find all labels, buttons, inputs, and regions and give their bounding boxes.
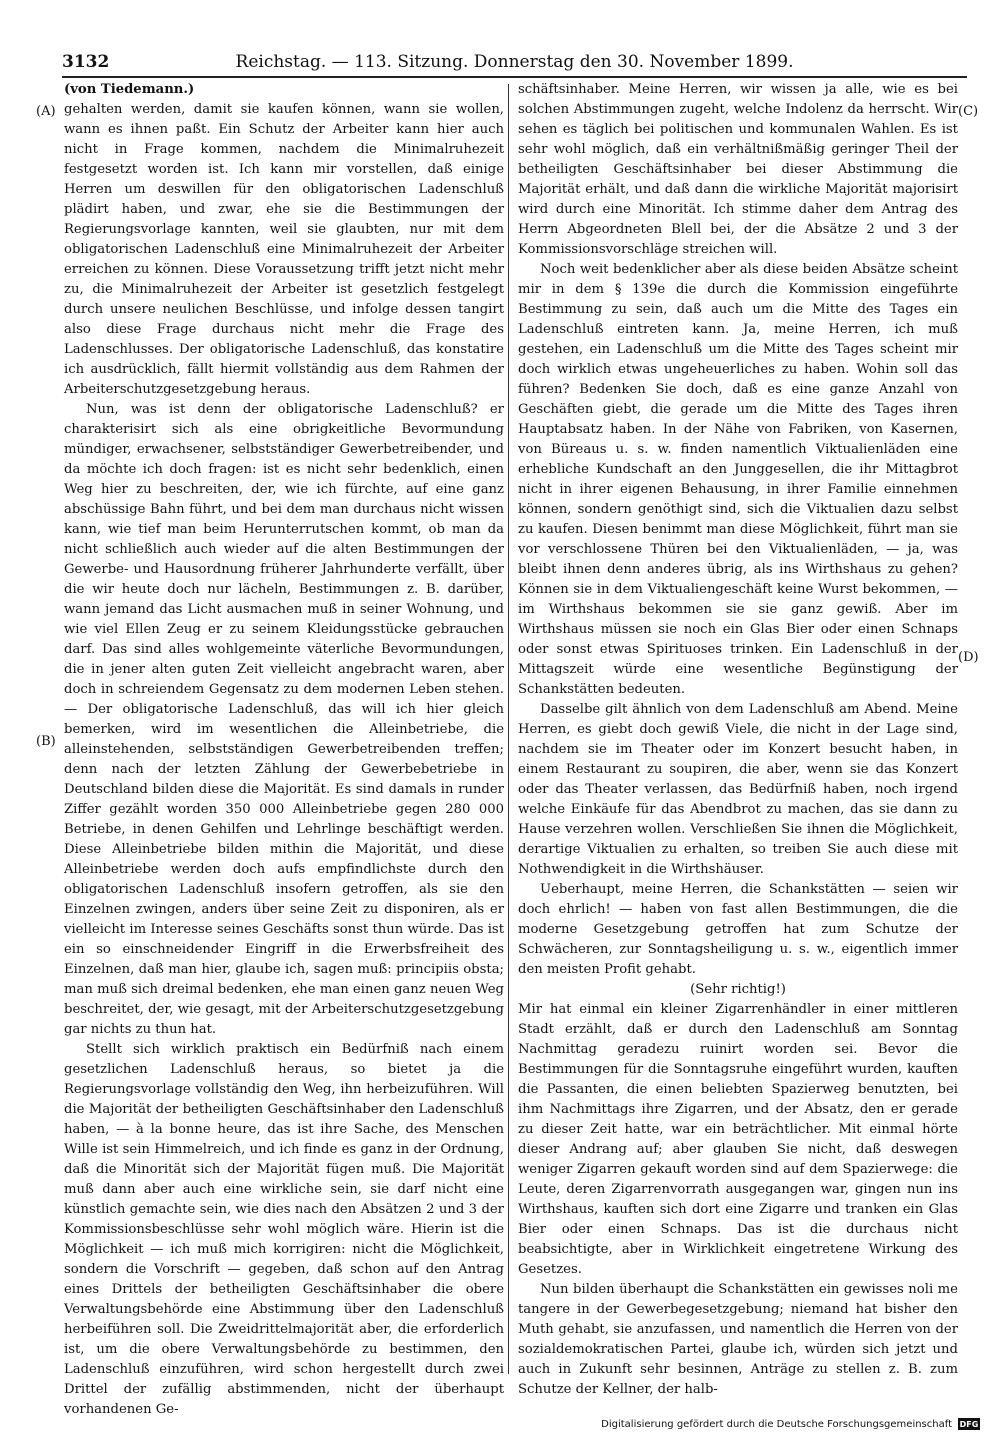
page-title: Reichstag. — 113. Sitzung. Donnerstag den 30. November 1899. xyxy=(235,52,794,72)
margin-marker-d: (D) xyxy=(958,650,979,665)
speaker-name: (von Tiedemann.) xyxy=(64,82,195,97)
left-column xyxy=(64,80,504,1420)
header-rule xyxy=(62,76,967,78)
paragraph: Nun, was ist denn der obligatorische Ladenschluß? er charakterisirt sich als eine obrigkeitliche Bevormundung mündiger, erwachsener, selbstständiger Gewerbetreibender, und da möchte ich doch fragen: ist es nicht sehr bedenklich, einen Weg hier zu beschreiten, der, wie ich fürchte, auf eine ganz abschüssige Bahn führt, und bei dem man durchaus nicht wissen kann, wie tief man beim Herunterrutschen kommt, ob man da nicht schließlich auch wieder auf die alten Bestimmungen der Gewerbe- und Hausordnung früherer Jahrhunderte verfällt, über die wir heute doch nur lächeln, Bestimmungen z. B. darüber, wann jemand das Licht ausmachen muß in seiner Wohnung, und wie viel Ellen Zeug er zu seinem Kleidungsstücke gebrauchen darf. Das sind alles wohlgemeinte väterliche Bevormundungen, die in jener alten guten Zeit vielleicht angebracht waren, aber doch in schreiendem Gegensatz zu dem modernen Leben stehen. — Der obligatorische Ladenschluß, das will ich hier gleich bemerken, wird im wesentlichen die Alleinbetriebe, die alleinstehenden, selbstständigen Gewerbetreibenden treffen; denn nach der letzten Zählung der Gewerbebetriebe in Deutschland bilden diese die Majorität. Es sind damals in runder Ziffer gezählt worden 350 000 Alleinbetriebe gegen 280 000 Betriebe, in denen Gehilfen und Lehrlinge beschäftigt werden. Diese Alleinbetriebe bilden mithin die Majorität, und diese Alleinbetriebe werden doch aufs empfindlichste durch den obligatorischen Ladenschluß insofern getroffen, als sie den Einzelnen zwingen, anders über seine Zeit zu disponiren, als er vielleicht im Interesse seines Geschäfts sonst thun würde. Das ist ein so einschneidender Eingriff in die Erwerbsfreiheit des Einzelnen, daß man hier, glaube ich, sagen muß: principiis obsta; man muß sich dreimal bedenken, ehe man einen ganz neuen Weg beschreitet, der, wie gesagt, mit der Arbeiterschutzgesetzgebung gar nichts zu thun hat. xyxy=(64,402,504,1037)
footer-credit xyxy=(601,1418,980,1430)
interjection: (Sehr richtig!) xyxy=(690,982,786,997)
paragraph: schäftsinhaber. Meine Herren, wir wissen ja alle, wie es bei solchen Abstimmungen zugeht, welche Indolenz da herrscht. Wir sehen es täglich bei politischen und kommunalen Wahlen. Es ist sehr wohl möglich, daß ein verhältnißmäßig geringer Theil der betheiligten Geschäftsinhaber bei dieser Abstimmung die Majorität erhält, und daß dann die wirkliche Majorität majorisirt wird durch eine Minorität. Ich stimme daher dem Antrag des Herrn Abgeordneten Blell bei, der die Absätze 2 und 3 der Kommissionsvorschläge streichen will. xyxy=(518,82,958,257)
paragraph: Dasselbe gilt ähnlich von dem Ladenschluß am Abend. Meine Herren, es giebt doch gewiß Viele, die nicht in der Lage sind, nachdem sie im Theater oder im Konzert besucht haben, in einem Restaurant zu soupiren, die aber, wenn sie das Konzert oder das Theater verlassen, das Bedürfniß haben, noch irgend welche Einkäufe für das Abendbrot zu machen, das sie dann zu Hause verzehren wollen. Verschließen Sie ihnen die Möglichkeit, derartige Viktualien zu erhalten, so treiben Sie auch diese mit Nothwendigkeit in die Wirthshäuser. xyxy=(518,702,958,877)
right-column xyxy=(518,80,958,1400)
paragraph: gehalten werden, damit sie kaufen können, wann sie wollen, wann es ihnen paßt. Ein Schutz der Arbeiter kann hier auch nicht in Frage kommen, nachdem die Minimalruhezeit festgesetzt worden ist. Ich kann mir vorstellen, daß einige Herren um deswillen für den obligatorischen Ladenschluß plädirt haben, und zwar, ehe sie die Bestimmungen der Regierungsvorlage kannten, weil sie glaubten, nur mit dem obligatorischen Ladenschluß eine Minimalruhezeit der Arbeiter erreichen zu können. Diese Voraussetzung trifft jetzt nicht mehr zu, die Minimalruhezeit der Arbeiter ist gesetzlich festgelegt durch unsere neulichen Beschlüsse, und infolge dessen tangirt also diese Frage durchaus nicht mehr die Frage des Ladenschlusses. Der obligatorische Ladenschluß, das konstatire ich ausdrücklich, fällt hiermit vollständig aus dem Rahmen der Arbeiterschutzgesetzgebung heraus. xyxy=(64,102,504,397)
margin-marker-c: (C) xyxy=(958,104,979,119)
paragraph: Nun bilden überhaupt die Schankstätten ein gewisses noli me tangere in der Gewerbegesetzgebung; niemand hat bisher den Muth gehabt, sie anzufassen, und namentlich die Herren von der sozialdemokratischen Partei, glaube ich, würden sich jetzt und auch in Zukunft sehr besinnen, Anträge zu stellen z. B. zum Schutze der Kellner, der halb- xyxy=(518,1282,958,1397)
footer-text: Digitalisierung gefördert durch die Deutsche Forschungsgemeinschaft xyxy=(601,1418,952,1430)
margin-marker-a: (A) xyxy=(36,104,56,119)
paragraph: Mir hat einmal ein kleiner Zigarrenhändler in einer mittleren Stadt erzählt, daß er durch den Ladenschluß am Sonntag Nachmittag geradezu ruinirt worden sei. Bevor die Bestimmungen für die Sonntagsruhe eingeführt wurden, kauften die Passanten, die einen beliebten Spazierweg benutzten, bei ihm Nachmittags ihre Zigarren, und der Absatz, den er gerade zu dieser Zeit hatte, war ein beträchtlicher. Mit einmal hörte dieser Andrang auf; aber glauben Sie nicht, daß deswegen weniger Zigarren gekauft worden sind auf dem Spazierwege: die Leute, deren Zigarrenvorrath ausgegangen war, gingen nun ins Wirthshaus, kauften sich dort eine Zigarre und tranken ein Glas Bier oder einen Schnaps. Das ist die durchaus nicht beabsichtigte, aber in Wirklichkeit eingetretene Wirkung des Gesetzes. xyxy=(518,1002,958,1277)
page-number: 3132 xyxy=(62,52,110,72)
paragraph: Ueberhaupt, meine Herren, die Schankstätten — seien wir doch ehrlich! — haben von fast allen Bestimmungen, die die moderne Gesetzgebung getroffen hat zum Schutze der Schwächeren, zur Sonntagsheiligung u. s. w., eigentlich immer den meisten Profit gehabt. xyxy=(518,882,958,977)
page-header xyxy=(62,50,967,76)
paragraph: Stellt sich wirklich praktisch ein Bedürfniß nach einem gesetzlichen Ladenschluß heraus, so bietet ja die Regierungsvorlage vollständig den Weg, ihn herbeizuführen. Will die Majorität der betheiligten Geschäftsinhaber den Ladenschluß haben, — à la bonne heure, das ist ihre Sache, des Menschen Wille ist sein Himmelreich, und ich finde es ganz in der Ordnung, daß die Minorität sich der Majorität fügen muß. Die Majorität muß dann aber auch eine wirkliche sein, sie darf nicht eine künstlich gemachte sein, wie dies nach den Absätzen 2 und 3 der Kommissionsbeschlüsse sehr wohl möglich wäre. Hierin ist die Möglichkeit — ich muß mich korrigiren: nicht die Möglichkeit, sondern die Vorschrift — gegeben, daß schon auf den Antrag eines Drittels der betheiligten Geschäftsinhaber die obere Verwaltungsbehörde eine Abstimmung über den Ladenschluß herbeiführen soll. Die Zweidrittelmajorität aber, die erforderlich ist, um die obere Verwaltungsbehörde zu bestimmen, den Ladenschluß einzuführen, wird schon hergestellt durch zwei Drittel der zufällig abstimmenden, nicht der überhaupt vorhandenen Ge- xyxy=(64,1042,504,1417)
margin-marker-b: (B) xyxy=(36,734,56,749)
paragraph: Noch weit bedenklicher aber als diese beiden Absätze scheint mir in dem § 139e die durch die Kommission eingeführte Bestimmung zu sein, daß auch um die Mitte des Tages ein Ladenschluß eintreten kann. Ja, meine Herren, ich muß gestehen, ein Ladenschluß um die Mitte des Tages scheint mir doch wirklich etwas ungeheuerliches zu haben. Wohin soll das führen? Bedenken Sie doch, daß es eine ganze Anzahl von Geschäften giebt, die gerade um die Mitte des Tages ihren Hauptabsatz haben. In der Nähe von Fabriken, von Kasernen, von Büreaus u. s. w. finden namentlich Viktualienläden eine erhebliche Kundschaft an den Junggesellen, die ihr Mittagbrot nicht in ihrer eigenen Behausung, in ihrer Familie einnehmen können, sondern genöthigt sind, sich die Viktualien dazu selbst zu kaufen. Diesen benimmt man diese Möglichkeit, führt man sie vor verschlossene Thüren bei den Viktualienläden, — ja, was bleibt ihnen denn anderes übrig, als ins Wirthshaus zu gehen? Können sie in dem Viktualiengeschäft keine Wurst bekommen, — im Wirthshaus bekommen sie sie ganz gewiß. Aber im Wirthshaus müssen sie noch ein Glas Bier oder einen Schnaps oder sonst etwas Spirituoses trinken. Ein Ladenschluß in der Mittagszeit würde eine wesentliche Begünstigung der Schankstätten bedeuten. xyxy=(518,262,958,697)
dfg-logo-icon: DFG xyxy=(959,1419,979,1429)
column-divider xyxy=(508,84,509,1374)
